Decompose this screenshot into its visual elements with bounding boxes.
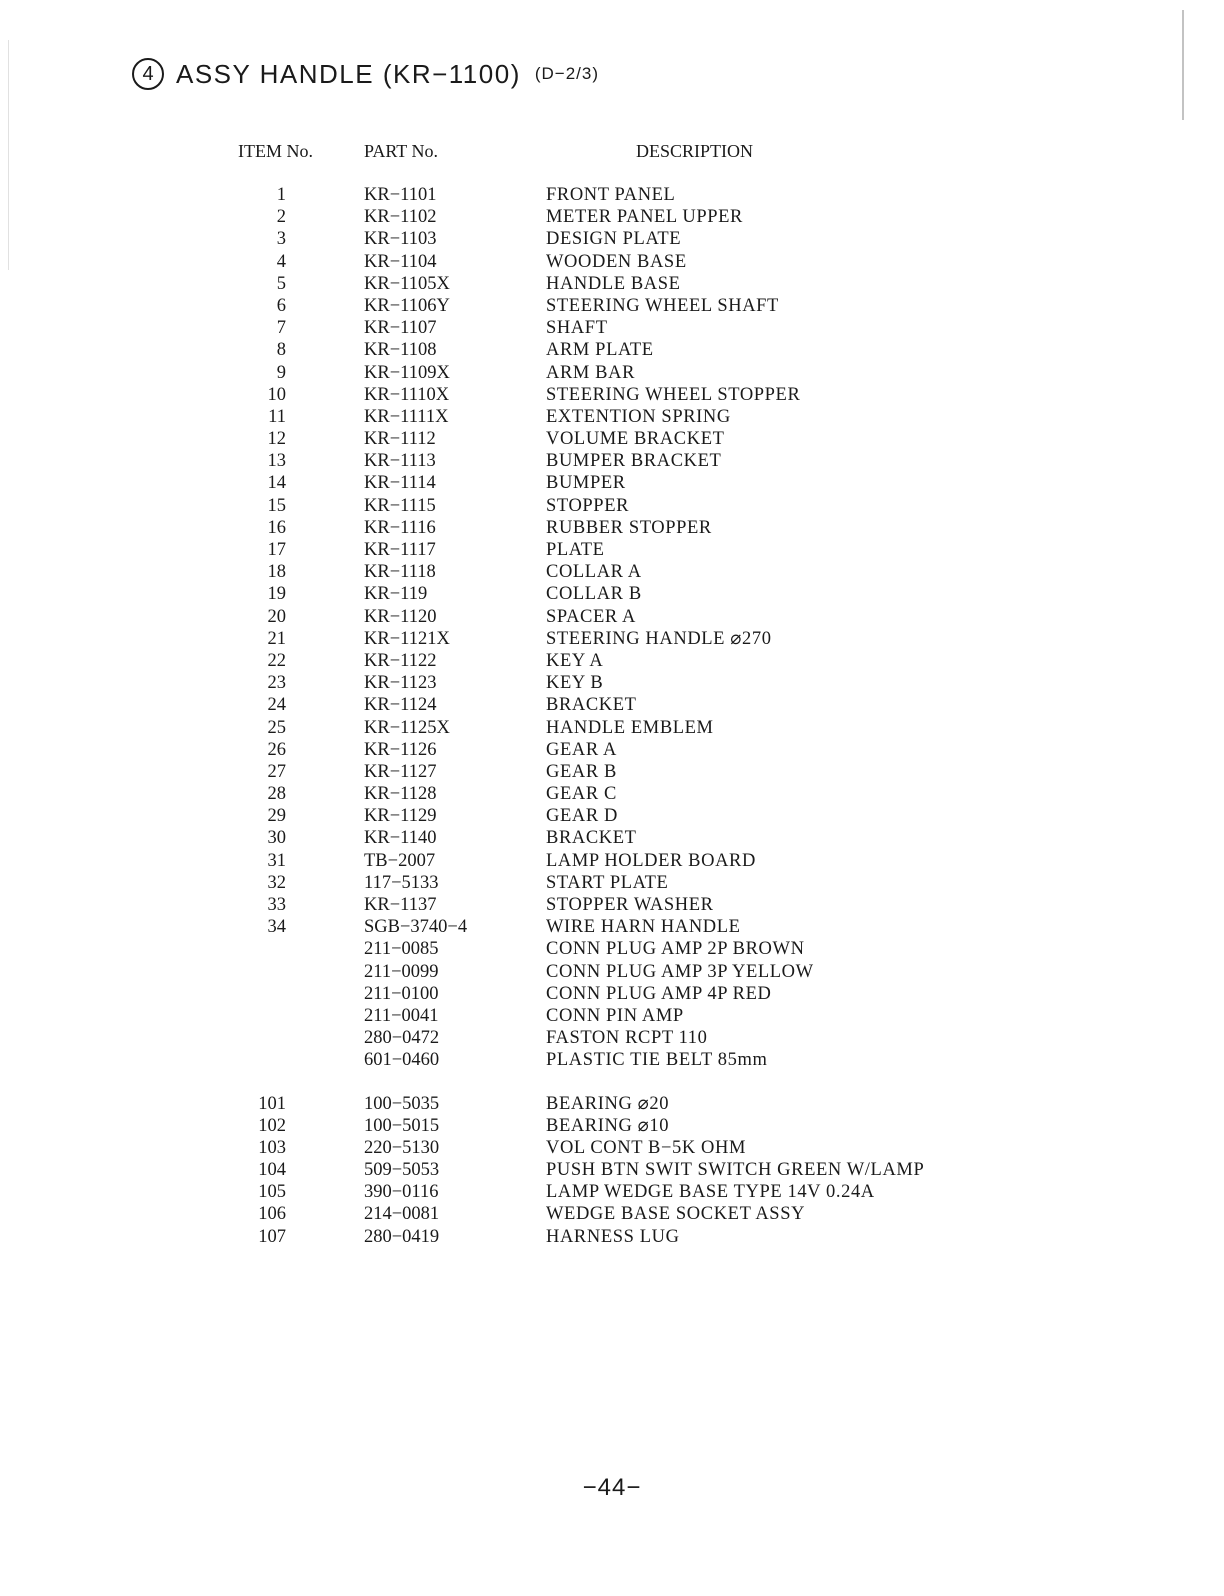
part-description: CONN PLUG AMP 4P RED xyxy=(546,983,772,1004)
item-number: 102 xyxy=(258,1115,286,1136)
item-number: 32 xyxy=(267,872,286,893)
part-description: ARM BAR xyxy=(546,362,636,383)
part-number: 214−0081 xyxy=(364,1204,440,1225)
part-description: VOLUME BRACKET xyxy=(546,429,725,450)
table-row xyxy=(0,983,1224,1005)
table-row xyxy=(0,339,1224,361)
table-row xyxy=(0,628,1224,650)
table-row xyxy=(0,184,1224,206)
part-number: 509−5053 xyxy=(364,1160,440,1181)
part-number: TB−2007 xyxy=(364,850,436,871)
column-header-item: ITEM No. xyxy=(238,141,313,161)
part-description: DESIGN PLATE xyxy=(546,229,682,250)
item-number: 2 xyxy=(276,207,286,228)
part-number: KR−1140 xyxy=(364,828,437,849)
part-description: STOPPER WASHER xyxy=(546,895,714,915)
part-description: KEY A xyxy=(546,650,604,671)
table-row xyxy=(0,273,1224,295)
part-number: KR−1123 xyxy=(364,673,437,694)
part-number: KR−1120 xyxy=(364,606,437,627)
item-number: 28 xyxy=(267,784,286,805)
parts-list xyxy=(0,184,1224,1248)
scan-edge-mark xyxy=(1182,10,1184,120)
item-number: 9 xyxy=(276,362,286,383)
part-description: GEAR A xyxy=(546,739,617,760)
table-row xyxy=(0,783,1224,805)
table-row xyxy=(0,1181,1224,1203)
part-description: WEDGE BASE SOCKET ASSY xyxy=(546,1204,806,1225)
table-row xyxy=(0,1137,1224,1159)
table-row xyxy=(0,362,1224,384)
table-row xyxy=(0,251,1224,273)
column-header-part: PART No. xyxy=(364,141,438,161)
part-description: SPACER A xyxy=(546,606,636,627)
item-number: 20 xyxy=(267,606,286,627)
table-row xyxy=(0,606,1224,628)
item-number: 31 xyxy=(267,850,286,871)
item-number: 6 xyxy=(276,295,286,316)
part-number: KR−1112 xyxy=(364,429,436,450)
part-number: 390−0116 xyxy=(364,1182,439,1203)
part-number: 211−0100 xyxy=(364,983,439,1004)
item-number: 5 xyxy=(276,273,286,294)
item-number: 34 xyxy=(267,917,286,938)
section-number-badge: 4 xyxy=(132,58,164,90)
part-description: PLATE xyxy=(546,540,605,560)
part-description: METER PANEL UPPER xyxy=(546,207,743,228)
part-number: KR−1118 xyxy=(364,562,436,583)
item-number: 105 xyxy=(258,1182,286,1203)
item-number: 104 xyxy=(258,1160,286,1181)
part-number: KR−1116 xyxy=(364,517,436,538)
item-number: 22 xyxy=(267,650,286,671)
item-number: 8 xyxy=(276,340,286,361)
table-row xyxy=(0,1093,1224,1115)
part-description: WOODEN BASE xyxy=(546,251,687,272)
table-row xyxy=(0,694,1224,716)
table-row xyxy=(0,583,1224,605)
table-row xyxy=(0,894,1224,916)
part-number: KR−1107 xyxy=(364,318,437,339)
part-number: 211−0085 xyxy=(364,939,439,960)
part-number: KR−1128 xyxy=(364,784,437,805)
part-description: LAMP WEDGE BASE TYPE 14V 0.24A xyxy=(546,1182,875,1203)
part-number: KR−119 xyxy=(364,584,428,605)
page-number: −44− xyxy=(582,1474,642,1501)
part-description: BEARING ⌀10 xyxy=(546,1115,670,1136)
item-number: 21 xyxy=(267,628,286,649)
item-number: 15 xyxy=(267,495,286,516)
part-number: 100−5015 xyxy=(364,1115,440,1136)
table-row xyxy=(0,450,1224,472)
part-description: CONN PIN AMP xyxy=(546,1005,684,1026)
table-row xyxy=(0,539,1224,561)
part-description: LAMP HOLDER BOARD xyxy=(546,850,756,871)
part-number: KR−1114 xyxy=(364,473,436,494)
table-row xyxy=(0,384,1224,406)
table-row xyxy=(0,561,1224,583)
part-number: 280−0419 xyxy=(364,1226,440,1247)
part-number: KR−1110X xyxy=(364,384,450,405)
table-row xyxy=(0,517,1224,539)
table-row xyxy=(0,1115,1224,1137)
part-description: FASTON RCPT 110 xyxy=(546,1028,708,1049)
part-number: KR−1122 xyxy=(364,650,437,671)
part-number: 117−5133 xyxy=(364,872,439,893)
part-description: STOPPER xyxy=(546,495,630,516)
part-description: PLASTIC TIE BELT 85mm xyxy=(546,1050,768,1071)
part-description: SHAFT xyxy=(546,318,608,339)
table-row xyxy=(0,805,1224,827)
table-row xyxy=(0,827,1224,849)
part-description: RUBBER STOPPER xyxy=(546,517,712,538)
part-description: GEAR B xyxy=(546,761,617,782)
part-description: STEERING WHEEL SHAFT xyxy=(546,295,779,316)
table-row xyxy=(0,206,1224,228)
part-description: HANDLE BASE xyxy=(546,273,681,294)
column-header-description: DESCRIPTION xyxy=(636,141,754,161)
part-number: KR−1104 xyxy=(364,251,437,272)
table-row xyxy=(0,1005,1224,1027)
table-row xyxy=(0,472,1224,494)
part-number: 280−0472 xyxy=(364,1028,440,1049)
item-number: 103 xyxy=(258,1137,286,1158)
table-row xyxy=(0,938,1224,960)
table-row xyxy=(0,295,1224,317)
part-number: SGB−3740−4 xyxy=(364,917,468,938)
part-number: KR−1106Y xyxy=(364,295,450,316)
item-number: 10 xyxy=(267,384,286,405)
part-number: KR−1105X xyxy=(364,273,450,294)
page-title xyxy=(132,58,599,90)
item-number: 4 xyxy=(276,251,286,272)
part-number: KR−1126 xyxy=(364,739,437,760)
part-description: FRONT PANEL xyxy=(546,185,676,205)
part-description: BRACKET xyxy=(546,828,637,849)
item-number: 107 xyxy=(258,1226,286,1247)
item-number: 24 xyxy=(267,695,286,716)
title-text: ASSY HANDLE (KR−1100) xyxy=(176,58,521,89)
item-number: 25 xyxy=(267,717,286,738)
table-row xyxy=(0,1049,1224,1071)
part-description: CONN PLUG AMP 3P YELLOW xyxy=(546,961,814,982)
part-number: KR−1125X xyxy=(364,717,450,738)
table-row xyxy=(0,406,1224,428)
part-number: KR−1103 xyxy=(364,229,437,250)
item-number: 1 xyxy=(276,185,286,205)
part-description: GEAR C xyxy=(546,784,617,805)
part-number: KR−1129 xyxy=(364,806,437,827)
table-row xyxy=(0,1027,1224,1049)
part-description: BUMPER BRACKET xyxy=(546,451,722,472)
table-row xyxy=(0,317,1224,339)
part-number: KR−1102 xyxy=(364,207,437,228)
part-description: CONN PLUG AMP 2P BROWN xyxy=(546,939,805,960)
part-description: COLLAR B xyxy=(546,584,642,605)
part-number: KR−1113 xyxy=(364,451,436,472)
part-number: KR−1127 xyxy=(364,761,437,782)
part-number: KR−1137 xyxy=(364,895,437,915)
part-description: HANDLE EMBLEM xyxy=(546,717,714,738)
part-number: 211−0041 xyxy=(364,1005,439,1026)
item-number: 17 xyxy=(267,540,286,560)
item-number: 7 xyxy=(276,318,286,339)
table-row xyxy=(0,1203,1224,1225)
part-number: KR−1117 xyxy=(364,540,436,560)
item-number: 13 xyxy=(267,451,286,472)
section-gap xyxy=(0,1072,1224,1093)
table-row xyxy=(0,916,1224,938)
part-number: KR−1111X xyxy=(364,406,449,427)
item-number: 11 xyxy=(268,406,286,427)
part-description: STEERING WHEEL STOPPER xyxy=(546,384,801,405)
table-row xyxy=(0,739,1224,761)
part-number: KR−1115 xyxy=(364,495,436,516)
item-number: 29 xyxy=(267,806,286,827)
part-number: KR−1109X xyxy=(364,362,450,383)
item-number: 101 xyxy=(258,1093,286,1114)
part-number: KR−1124 xyxy=(364,695,437,716)
part-description: BUMPER xyxy=(546,473,626,494)
part-description: COLLAR A xyxy=(546,562,642,583)
part-number: 100−5035 xyxy=(364,1093,440,1114)
part-description: KEY B xyxy=(546,673,604,694)
part-description: BEARING ⌀20 xyxy=(546,1093,670,1114)
part-description: STEERING HANDLE ⌀270 xyxy=(546,628,772,649)
item-number: 19 xyxy=(267,584,286,605)
table-row xyxy=(0,850,1224,872)
title-subtitle: (D−2/3) xyxy=(534,64,600,83)
item-number: 30 xyxy=(267,828,286,849)
part-description: EXTENTION SPRING xyxy=(546,406,731,427)
part-description: HARNESS LUG xyxy=(546,1226,680,1247)
table-row xyxy=(0,228,1224,250)
item-number: 23 xyxy=(267,673,286,694)
table-row xyxy=(0,1226,1224,1248)
part-number: KR−1121X xyxy=(364,628,450,649)
item-number: 3 xyxy=(276,229,286,250)
part-number: KR−1108 xyxy=(364,340,437,361)
table-row xyxy=(0,428,1224,450)
item-number: 16 xyxy=(267,517,286,538)
table-row xyxy=(0,1159,1224,1181)
item-number: 26 xyxy=(267,739,286,760)
part-number: 211−0099 xyxy=(364,961,439,982)
part-description: VOL CONT B−5K OHM xyxy=(546,1137,746,1158)
item-number: 27 xyxy=(267,761,286,782)
part-description: START PLATE xyxy=(546,872,669,893)
item-number: 33 xyxy=(267,895,286,915)
table-row xyxy=(0,717,1224,739)
part-number: 601−0460 xyxy=(364,1050,440,1071)
part-description: WIRE HARN HANDLE xyxy=(546,917,741,938)
part-number: 220−5130 xyxy=(364,1137,440,1158)
table-row xyxy=(0,495,1224,517)
part-description: GEAR D xyxy=(546,806,618,827)
item-number: 18 xyxy=(267,562,286,583)
table-row xyxy=(0,872,1224,894)
table-row xyxy=(0,650,1224,672)
table-row xyxy=(0,961,1224,983)
item-number: 12 xyxy=(267,429,286,450)
item-number: 14 xyxy=(267,473,286,494)
part-description: ARM PLATE xyxy=(546,340,654,361)
table-row xyxy=(0,761,1224,783)
item-number: 106 xyxy=(258,1204,286,1225)
part-number: KR−1101 xyxy=(364,185,437,205)
part-description: PUSH BTN SWIT SWITCH GREEN W/LAMP xyxy=(546,1160,925,1181)
table-row xyxy=(0,672,1224,694)
part-description: BRACKET xyxy=(546,695,637,716)
